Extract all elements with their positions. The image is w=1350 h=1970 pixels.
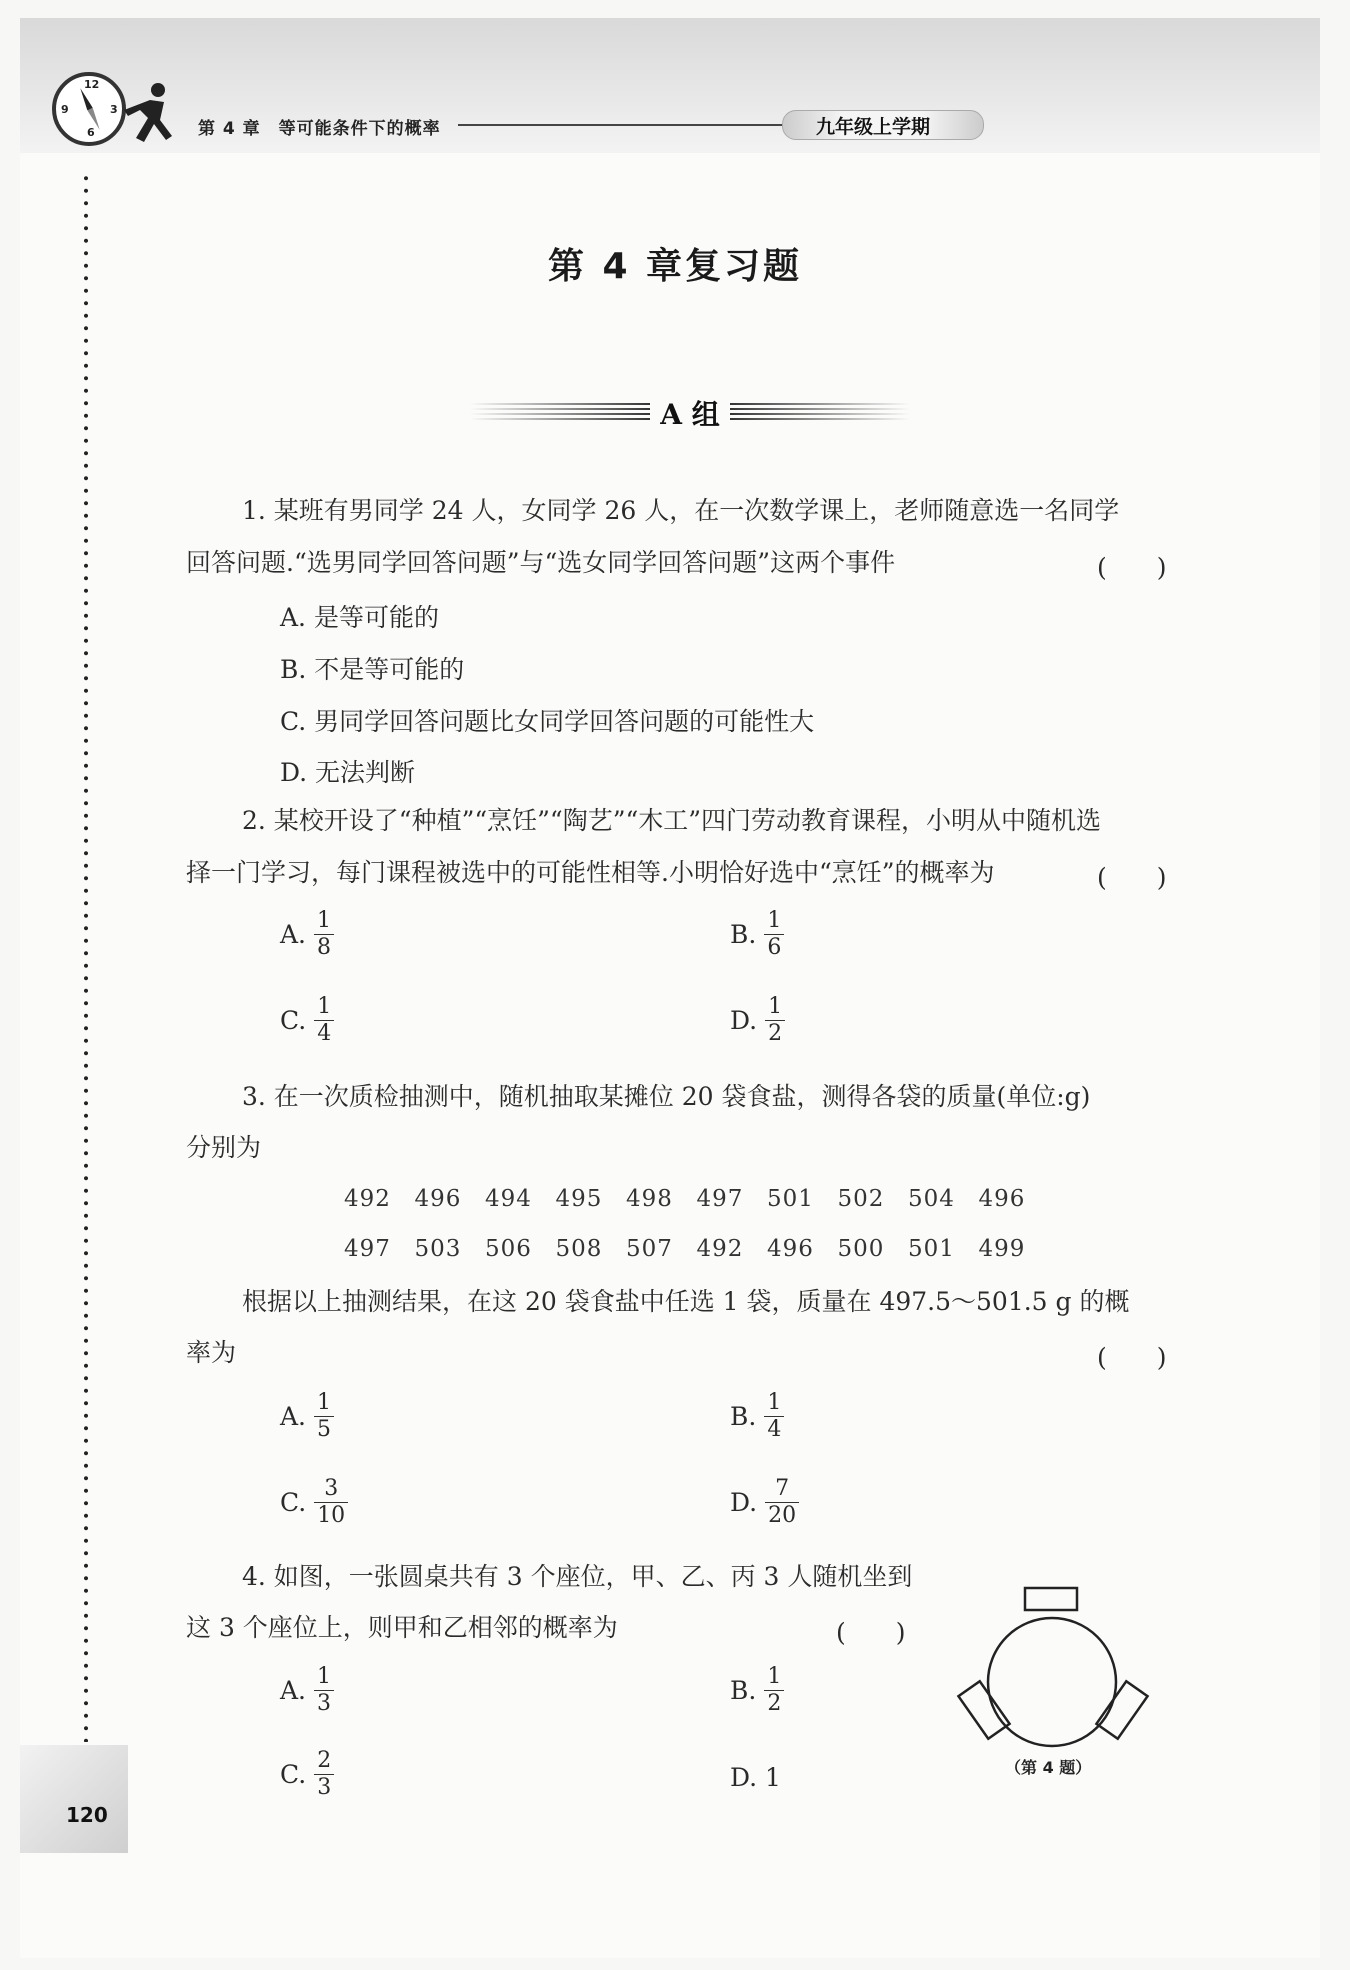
page-number: 120 xyxy=(66,1803,108,1827)
option-label: A. xyxy=(280,920,307,949)
clock-hand xyxy=(78,87,103,131)
q3-option-b xyxy=(730,1390,784,1443)
data-value: 506 xyxy=(485,1236,532,1262)
data-value: 496 xyxy=(978,1186,1026,1212)
runner-icon xyxy=(120,80,180,150)
q4-option-b xyxy=(730,1664,784,1717)
fraction-denominator: 4 xyxy=(764,1416,784,1443)
seat-right xyxy=(1096,1681,1147,1739)
fraction-numerator: 1 xyxy=(767,908,782,933)
q3-text-line1: 3. 在一次质检抽测中，随机抽取某摊位 20 袋食盐，测得各袋的质量(单位:g) xyxy=(242,1082,1091,1111)
q3-option-d xyxy=(730,1476,799,1529)
q3-data-row1 xyxy=(344,1186,1049,1212)
data-value: 502 xyxy=(837,1186,885,1212)
data-value: 500 xyxy=(837,1236,885,1262)
q3-option-a xyxy=(280,1390,334,1443)
q2-option-a xyxy=(280,908,334,961)
data-value: 492 xyxy=(696,1236,744,1262)
q4-option-d: D. 1 xyxy=(730,1763,781,1792)
heading-stripes-left xyxy=(470,403,650,423)
fraction-denominator: 6 xyxy=(764,934,784,961)
q1-option-c: C. 男同学回答问题比女同学回答问题的可能性大 xyxy=(280,707,815,736)
q2-text-line2: 择一门学习，每门课程被选中的可能性相等.小明恰好选中“烹饪”的概率为 xyxy=(186,858,995,887)
fraction-numerator: 2 xyxy=(317,1748,332,1773)
data-value: 501 xyxy=(908,1236,955,1262)
data-value: 496 xyxy=(767,1236,814,1262)
option-label: A. xyxy=(280,1676,307,1705)
data-value: 497 xyxy=(696,1186,744,1212)
heading-stripes-right xyxy=(730,403,910,423)
fraction-numerator: 1 xyxy=(768,994,783,1019)
fraction-numerator: 1 xyxy=(767,1664,782,1689)
fraction-denominator: 4 xyxy=(314,1020,334,1047)
section-heading xyxy=(470,393,910,433)
option-label: A. xyxy=(280,1402,307,1431)
data-value: 499 xyxy=(978,1236,1026,1262)
fraction-denominator: 2 xyxy=(764,1690,784,1717)
clock-icon xyxy=(52,72,126,146)
seat-left xyxy=(958,1681,1009,1739)
fraction-denominator: 20 xyxy=(765,1502,799,1529)
q4-option-c xyxy=(280,1748,334,1801)
clock-number: 9 xyxy=(61,103,69,116)
option-label: C. xyxy=(280,1760,307,1789)
header-grade-text: 九年级上学期 xyxy=(816,116,931,138)
section-label: A 组 xyxy=(660,398,720,431)
q4-option-a xyxy=(280,1664,334,1717)
q2-option-b xyxy=(730,908,784,961)
q3-answer-blank: ( ) xyxy=(1097,1343,1167,1372)
clock-number: 6 xyxy=(87,126,95,139)
data-value: 501 xyxy=(767,1186,814,1212)
fraction-numerator: 1 xyxy=(317,1390,332,1415)
option-label: D. xyxy=(730,1006,758,1035)
option-label: C. xyxy=(280,1006,307,1035)
data-value: 494 xyxy=(485,1186,532,1212)
q2-answer-blank: ( ) xyxy=(1097,863,1167,892)
option-label: B. xyxy=(730,1402,757,1431)
fraction-denominator: 2 xyxy=(765,1020,785,1047)
q1-option-d: D. 无法判断 xyxy=(280,758,416,787)
dotted-margin xyxy=(84,172,88,1742)
option-label: B. xyxy=(730,920,757,949)
option-label: D. xyxy=(730,1488,758,1517)
q4-text-line2: 这 3 个座位上，则甲和乙相邻的概率为 xyxy=(186,1613,618,1642)
data-value: 497 xyxy=(344,1236,391,1262)
q4-answer-blank: ( ) xyxy=(836,1618,906,1647)
q3-option-c xyxy=(280,1476,348,1529)
fraction-numerator: 3 xyxy=(324,1476,339,1501)
fraction-numerator: 1 xyxy=(317,908,332,933)
q1-text-line2: 回答问题.“选男同学回答问题”与“选女同学回答问题”这两个事件 xyxy=(186,548,896,577)
seat-top xyxy=(1025,1588,1077,1610)
fraction-numerator: 1 xyxy=(317,994,332,1019)
clock-number: 12 xyxy=(84,78,100,91)
q1-answer-blank: ( ) xyxy=(1097,553,1167,582)
data-value: 496 xyxy=(414,1186,462,1212)
header-divider xyxy=(458,124,788,126)
q3-data-row2 xyxy=(344,1236,1049,1262)
q1-text-line1: 1. 某班有男同学 24 人，女同学 26 人，在一次数学课上，老师随意选一名同学 xyxy=(242,496,1120,525)
data-value: 498 xyxy=(626,1186,673,1212)
option-label: C. xyxy=(280,1488,307,1517)
page-number-box xyxy=(20,1745,128,1853)
q1-option-a: A. 是等可能的 xyxy=(280,603,439,632)
fraction-denominator: 5 xyxy=(314,1416,334,1443)
q3-text-line2: 分别为 xyxy=(186,1133,262,1162)
q2-option-c xyxy=(280,994,334,1047)
data-value: 507 xyxy=(626,1236,673,1262)
header-chapter-title: 第 4 章 等可能条件下的概率 xyxy=(198,119,441,139)
option-label: B. xyxy=(730,1676,757,1705)
fraction-denominator: 3 xyxy=(314,1690,334,1717)
data-value: 495 xyxy=(555,1186,603,1212)
q2-text-line1: 2. 某校开设了“种植”“烹饪”“陶艺”“木工”四门劳动教育课程，小明从中随机选 xyxy=(242,806,1102,835)
data-value: 504 xyxy=(908,1186,955,1212)
q3-text-line3: 根据以上抽测结果，在这 20 袋食盐中任选 1 袋，质量在 497.5～501.5 g 的概 xyxy=(242,1287,1130,1316)
data-value: 492 xyxy=(344,1186,391,1212)
q3-text-line4: 率为 xyxy=(186,1338,237,1367)
q1-option-b: B. 不是等可能的 xyxy=(280,655,465,684)
q2-option-d xyxy=(730,994,785,1047)
fraction-denominator: 3 xyxy=(314,1774,334,1801)
data-value: 503 xyxy=(414,1236,462,1262)
q4-text-line1: 4. 如图，一张圆桌共有 3 个座位，甲、乙、丙 3 人随机坐到 xyxy=(242,1562,913,1591)
fraction-numerator: 1 xyxy=(317,1664,332,1689)
figure-caption: （第 4 题） xyxy=(1005,1758,1092,1777)
fraction-denominator: 8 xyxy=(314,934,334,961)
fraction-numerator: 7 xyxy=(775,1476,790,1501)
data-value: 508 xyxy=(555,1236,603,1262)
fraction-denominator: 10 xyxy=(314,1502,348,1529)
fraction-numerator: 1 xyxy=(767,1390,782,1415)
page-title: 第 4 章复习题 xyxy=(547,246,803,287)
clock-number: 3 xyxy=(110,103,118,116)
